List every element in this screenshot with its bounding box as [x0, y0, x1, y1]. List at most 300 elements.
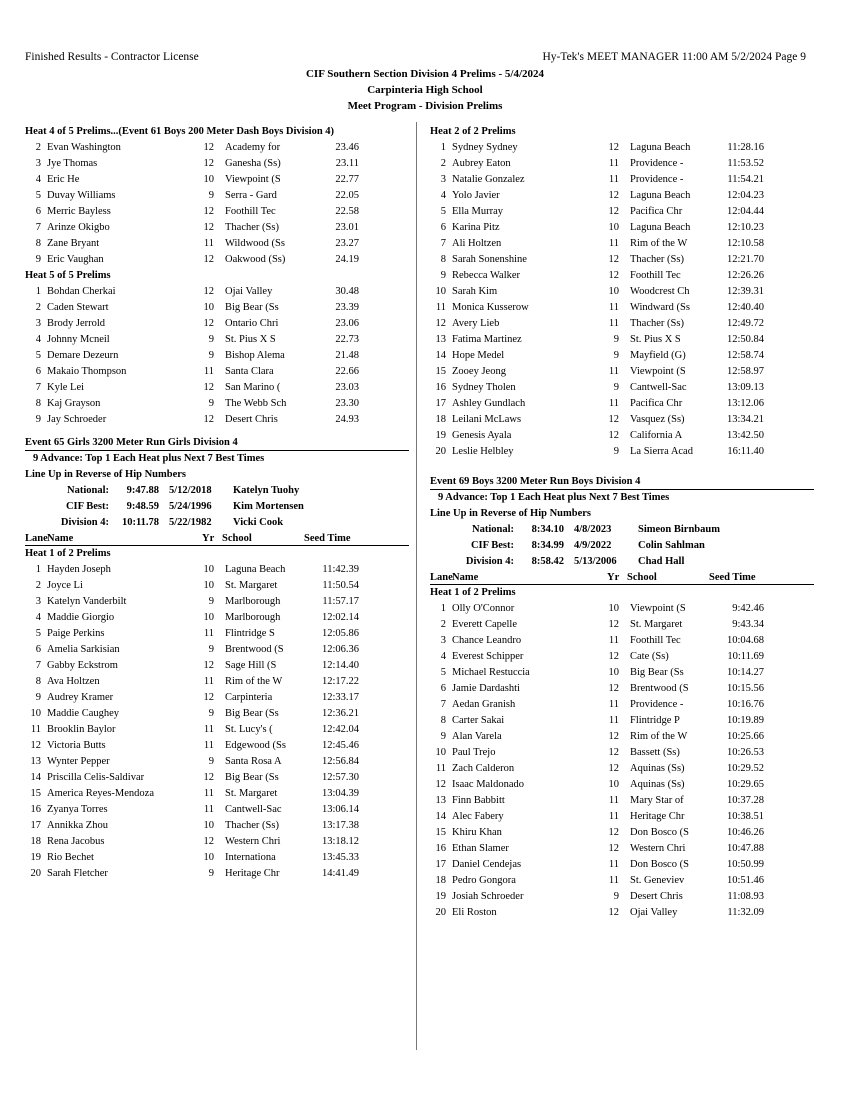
- athlete-school: Desert Chris: [630, 891, 683, 902]
- athlete-school: Bassett (Ss): [630, 747, 680, 758]
- athlete-name: Rio Bechet: [47, 852, 94, 863]
- athlete-row: [25, 850, 409, 866]
- athlete-name: Maddie Giorgio: [47, 612, 115, 623]
- athlete-name: Bohdan Cherkai: [47, 286, 116, 297]
- lane-number: 14: [435, 350, 446, 361]
- athlete-name: Alan Varela: [452, 731, 502, 742]
- header-name: Name: [452, 572, 479, 583]
- seed-time: 12:58.97: [726, 366, 764, 377]
- lane-number: 2: [440, 619, 446, 630]
- lane-number: 4: [35, 612, 41, 623]
- athlete-row: [25, 578, 409, 594]
- athlete-year: 11: [608, 875, 619, 886]
- records-table: [25, 483, 409, 531]
- athlete-name: Karina Pitz: [452, 222, 500, 233]
- seed-time: 9:43.34: [732, 619, 764, 630]
- heat-title: Heat 4 of 5 Prelims...(Event 61 Boys 200 Meter Dash Boys Division 4): [25, 126, 335, 137]
- seed-time: 10:11.69: [727, 651, 764, 662]
- athlete-name: Priscilla Celis-Saldivar: [47, 772, 145, 783]
- athlete-year: 10: [608, 667, 619, 678]
- lane-number: 7: [440, 238, 446, 249]
- lane-number: 2: [440, 158, 446, 169]
- lane-number: 8: [35, 238, 41, 249]
- athlete-year: 12: [608, 907, 619, 918]
- athlete-school: Laguna Beach: [225, 564, 286, 575]
- seed-time: 23.11: [335, 158, 359, 169]
- athlete-school: Brentwood (S: [630, 683, 689, 694]
- athlete-school: Heritage Chr: [225, 868, 280, 879]
- athlete-name: Leilani McLaws: [452, 414, 522, 425]
- athlete-row: [430, 761, 814, 777]
- athlete-school: San Marino (: [225, 382, 281, 393]
- athlete-school: The Webb Sch: [225, 398, 287, 409]
- record-label: Division 4:: [465, 556, 514, 567]
- athlete-name: Eric He: [47, 174, 80, 185]
- column-headers: [430, 570, 814, 586]
- seed-time: 10:37.28: [726, 795, 764, 806]
- athlete-year: 11: [608, 699, 619, 710]
- athlete-name: Merric Bayless: [47, 206, 111, 217]
- athlete-year: 11: [203, 238, 214, 249]
- header-seed: Seed Time: [709, 572, 756, 583]
- seed-time: 13:04.39: [321, 788, 359, 799]
- athlete-row: [25, 284, 409, 300]
- athlete-year: 11: [203, 628, 214, 639]
- meet-subtitle: Meet Program - Division Prelims: [347, 100, 503, 112]
- left-column: [25, 124, 409, 882]
- athlete-year: 12: [203, 772, 214, 783]
- athlete-name: Jay Schroeder: [47, 414, 107, 425]
- athlete-name: Caden Stewart: [47, 302, 109, 313]
- athlete-school: St. Pius X S: [225, 334, 276, 345]
- athlete-school: Thacher (Ss): [630, 254, 684, 265]
- athlete-row: [25, 706, 409, 722]
- right-column: [430, 124, 814, 921]
- page-header-left: Finished Results - Contractor License: [25, 51, 199, 63]
- athlete-name: Sarah Sonenshine: [452, 254, 527, 265]
- athlete-row: [25, 754, 409, 770]
- athlete-school: Marlborough: [225, 612, 281, 623]
- lane-number: 6: [440, 683, 446, 694]
- seed-time: 13:12.06: [726, 398, 764, 409]
- athlete-school: Serra - Gard: [225, 190, 277, 201]
- athlete-name: Eric Vaughan: [47, 254, 104, 265]
- athlete-school: Windward (Ss: [630, 302, 690, 313]
- record-time: 8:34.10: [531, 524, 564, 535]
- athlete-name: Ella Murray: [452, 206, 504, 217]
- seed-time: 10:29.65: [726, 779, 764, 790]
- athlete-school: Woodcrest Ch: [630, 286, 690, 297]
- athlete-row: [430, 809, 814, 825]
- seed-time: 11:54.21: [727, 174, 764, 185]
- lane-number: 1: [440, 142, 446, 153]
- lane-number: 7: [35, 660, 41, 671]
- athlete-year: 9: [613, 446, 619, 457]
- athlete-row: [25, 722, 409, 738]
- athlete-year: 12: [608, 142, 619, 153]
- athlete-row: [25, 316, 409, 332]
- lane-number: 20: [435, 446, 446, 457]
- athlete-name: Zach Calderon: [452, 763, 515, 774]
- athlete-row: [25, 738, 409, 754]
- seed-time: 12:49.72: [726, 318, 764, 329]
- athlete-school: Viewpoint (S: [630, 366, 686, 377]
- heat-rows: [430, 601, 814, 921]
- seed-time: 11:53.52: [727, 158, 764, 169]
- athlete-name: Leslie Helbley: [452, 446, 514, 457]
- seed-time: 14:41.49: [321, 868, 359, 879]
- athlete-year: 10: [608, 779, 619, 790]
- athlete-row: [25, 348, 409, 364]
- athlete-name: Everest Schipper: [452, 651, 524, 662]
- lane-number: 11: [435, 302, 446, 313]
- athlete-year: 12: [203, 206, 214, 217]
- athlete-year: 9: [208, 756, 214, 767]
- athlete-year: 12: [203, 414, 214, 425]
- athlete-school: Foothill Tec: [630, 270, 681, 281]
- athlete-year: 10: [203, 302, 214, 313]
- athlete-year: 12: [608, 206, 619, 217]
- lane-number: 3: [35, 596, 41, 607]
- athlete-row: [430, 204, 814, 220]
- athlete-name: Joyce Li: [47, 580, 83, 591]
- athlete-row: [25, 396, 409, 412]
- athlete-row: [430, 252, 814, 268]
- athlete-row: [430, 140, 814, 156]
- seed-time: 10:50.99: [726, 859, 764, 870]
- athlete-school: Aquinas (Ss): [630, 763, 685, 774]
- athlete-name: Monica Kusserow: [452, 302, 529, 313]
- athlete-year: 9: [208, 398, 214, 409]
- lane-number: 3: [35, 158, 41, 169]
- athlete-year: 9: [208, 190, 214, 201]
- record-row: [25, 483, 409, 499]
- lane-number: 19: [435, 891, 446, 902]
- heat-rows: [25, 562, 409, 882]
- athlete-school: Western Chri: [225, 836, 281, 847]
- athlete-school: Western Chri: [630, 843, 686, 854]
- seed-time: 12:36.21: [321, 708, 359, 719]
- athlete-year: 9: [208, 350, 214, 361]
- record-holder: Simeon Birnbaum: [638, 524, 720, 535]
- athlete-school: Viewpoint (S: [225, 174, 281, 185]
- athlete-year: 10: [203, 580, 214, 591]
- athlete-name: Carter Sakai: [452, 715, 505, 726]
- athlete-name: Pedro Gongora: [452, 875, 516, 886]
- athlete-year: 9: [208, 644, 214, 655]
- athlete-school: Brentwood (S: [225, 644, 284, 655]
- athlete-row: [25, 140, 409, 156]
- athlete-row: [430, 665, 814, 681]
- lane-number: 12: [30, 740, 41, 751]
- athlete-row: [25, 786, 409, 802]
- seed-time: 12:04.23: [726, 190, 764, 201]
- athlete-row: [430, 172, 814, 188]
- athlete-school: Cantwell-Sac: [630, 382, 687, 393]
- athlete-row: [25, 332, 409, 348]
- athlete-year: 12: [608, 731, 619, 742]
- athlete-name: Zyanya Torres: [47, 804, 108, 815]
- athlete-school: Big Bear (Ss: [225, 302, 279, 313]
- athlete-school: La Sierra Acad: [630, 446, 693, 457]
- athlete-name: Victoria Butts: [47, 740, 106, 751]
- athlete-year: 11: [203, 724, 214, 735]
- header-lane: Lane: [25, 533, 48, 544]
- lane-number: 13: [435, 334, 446, 345]
- athlete-year: 12: [203, 660, 214, 671]
- athlete-year: 11: [608, 174, 619, 185]
- athlete-name: Alec Fabery: [452, 811, 504, 822]
- lane-number: 15: [30, 788, 41, 799]
- athlete-name: Yolo Javier: [452, 190, 500, 201]
- athlete-row: [25, 220, 409, 236]
- athlete-row: [430, 444, 814, 460]
- seed-time: 12:33.17: [321, 692, 359, 703]
- athlete-row: [25, 818, 409, 834]
- lane-number: 8: [35, 398, 41, 409]
- seed-time: 11:50.54: [322, 580, 359, 591]
- seed-time: 10:25.66: [726, 731, 764, 742]
- seed-time: 30.48: [335, 286, 359, 297]
- athlete-name: Annikka Zhou: [47, 820, 108, 831]
- seed-time: 23.01: [335, 222, 359, 233]
- record-date: 5/12/2018: [169, 485, 212, 496]
- athlete-year: 12: [608, 747, 619, 758]
- lane-number: 16: [435, 382, 446, 393]
- athlete-school: Providence -: [630, 699, 684, 710]
- lane-number: 5: [35, 628, 41, 639]
- seed-time: 22.73: [335, 334, 359, 345]
- athlete-row: [430, 428, 814, 444]
- athlete-year: 11: [608, 635, 619, 646]
- page-header-right: Hy-Tek's MEET MANAGER 11:00 AM 5/2/2024 Page 9: [542, 51, 806, 63]
- lane-number: 18: [435, 414, 446, 425]
- athlete-name: Ali Holtzen: [452, 238, 502, 249]
- seed-time: 24.19: [335, 254, 359, 265]
- lane-number: 2: [35, 302, 41, 313]
- athlete-name: Wynter Pepper: [47, 756, 110, 767]
- athlete-year: 11: [608, 318, 619, 329]
- athlete-year: 12: [608, 270, 619, 281]
- seed-time: 10:47.88: [726, 843, 764, 854]
- athlete-school: Academy for: [225, 142, 281, 153]
- athlete-school: Vasquez (Ss): [630, 414, 685, 425]
- athlete-name: Ethan Slamer: [452, 843, 509, 854]
- lane-number: 12: [435, 779, 446, 790]
- athlete-row: [430, 156, 814, 172]
- athlete-row: [430, 713, 814, 729]
- lane-number: 7: [35, 222, 41, 233]
- lane-number: 17: [435, 859, 446, 870]
- athlete-year: 12: [203, 836, 214, 847]
- athlete-name: Brooklin Baylor: [47, 724, 116, 735]
- seed-time: 10:26.53: [726, 747, 764, 758]
- athlete-school: Desert Chris: [225, 414, 278, 425]
- lane-number: 1: [440, 603, 446, 614]
- athlete-school: Oakwood (Ss): [225, 254, 286, 265]
- athlete-year: 11: [608, 795, 619, 806]
- lane-number: 9: [35, 692, 41, 703]
- record-time: 9:47.88: [126, 485, 159, 496]
- seed-time: 22.58: [335, 206, 359, 217]
- athlete-year: 12: [203, 692, 214, 703]
- seed-time: 12:58.74: [726, 350, 764, 361]
- seed-time: 12:10.23: [726, 222, 764, 233]
- athlete-school: Ojai Valley: [225, 286, 273, 297]
- athlete-school: Providence -: [630, 158, 684, 169]
- heat-title: Heat 1 of 2 Prelims: [430, 587, 516, 598]
- meet-title: CIF Southern Section Division 4 Prelims - 5/4/2024: [305, 68, 545, 80]
- athlete-year: 9: [613, 334, 619, 345]
- header-school: School: [627, 572, 657, 583]
- athlete-school: Santa Rosa A: [225, 756, 282, 767]
- athlete-year: 11: [203, 740, 214, 751]
- seed-time: 12:02.14: [321, 612, 359, 623]
- athlete-school: Big Bear (Ss: [225, 772, 279, 783]
- athlete-name: Johnny Mcneil: [47, 334, 110, 345]
- heat-rows: [25, 284, 409, 428]
- lane-number: 5: [440, 206, 446, 217]
- athlete-school: Don Bosco (S: [630, 827, 689, 838]
- athlete-school: Ontario Chri: [225, 318, 279, 329]
- column-headers: [25, 531, 409, 547]
- athlete-school: Ganesha (Ss): [225, 158, 281, 169]
- seed-time: 12:14.40: [321, 660, 359, 671]
- athlete-row: [430, 268, 814, 284]
- seed-time: 23.30: [335, 398, 359, 409]
- athlete-school: Foothill Tec: [225, 206, 276, 217]
- athlete-school: Carpinteria: [225, 692, 273, 703]
- record-time: 8:34.99: [531, 540, 564, 551]
- lane-number: 8: [440, 254, 446, 265]
- athlete-year: 11: [203, 676, 214, 687]
- lane-number: 17: [435, 398, 446, 409]
- seed-time: 12:50.84: [726, 334, 764, 345]
- lane-number: 8: [440, 715, 446, 726]
- athlete-name: Sydney Sydney: [452, 142, 518, 153]
- advance-rule: 9 Advance: Top 1 Each Heat plus Next 7 Best Times: [33, 453, 265, 464]
- athlete-row: [430, 364, 814, 380]
- athlete-school: Laguna Beach: [630, 142, 691, 153]
- lane-number: 6: [35, 366, 41, 377]
- athlete-school: St. Geneviev: [630, 875, 685, 886]
- athlete-row: [430, 348, 814, 364]
- lane-number: 8: [35, 676, 41, 687]
- seed-time: 13:17.38: [321, 820, 359, 831]
- athlete-year: 12: [203, 382, 214, 393]
- athlete-year: 9: [208, 334, 214, 345]
- athlete-school: Wildwood (Ss: [225, 238, 285, 249]
- advance-rule: 9 Advance: Top 1 Each Heat plus Next 7 Best Times: [438, 492, 670, 503]
- lane-number: 13: [30, 756, 41, 767]
- lane-number: 9: [440, 731, 446, 742]
- athlete-name: Sarah Kim: [452, 286, 498, 297]
- athlete-year: 12: [608, 619, 619, 630]
- athlete-name: Khiru Khan: [452, 827, 502, 838]
- seed-time: 10:29.52: [726, 763, 764, 774]
- athlete-row: [25, 770, 409, 786]
- athlete-name: Paul Trejo: [452, 747, 496, 758]
- heat-title: Heat 1 of 2 Prelims: [25, 548, 111, 559]
- athlete-row: [430, 649, 814, 665]
- athlete-row: [25, 562, 409, 578]
- record-label: CIF Best:: [65, 501, 109, 512]
- athlete-name: Eli Roston: [452, 907, 497, 918]
- athlete-year: 10: [203, 174, 214, 185]
- seed-time: 10:14.27: [726, 667, 764, 678]
- record-holder: Colin Sahlman: [638, 540, 705, 551]
- athlete-name: Genesis Ayala: [452, 430, 512, 441]
- athlete-year: 12: [608, 827, 619, 838]
- seed-time: 13:18.12: [321, 836, 359, 847]
- athlete-year: 11: [608, 715, 619, 726]
- lane-number: 3: [35, 318, 41, 329]
- athlete-row: [430, 396, 814, 412]
- record-row: [25, 499, 409, 515]
- athlete-row: [430, 841, 814, 857]
- athlete-name: Sydney Tholen: [452, 382, 516, 393]
- athlete-year: 11: [608, 859, 619, 870]
- record-label: Division 4:: [60, 517, 109, 528]
- lane-number: 6: [35, 206, 41, 217]
- athlete-name: Kyle Lei: [47, 382, 85, 393]
- athlete-school: Providence -: [630, 174, 684, 185]
- lane-number: 11: [30, 724, 41, 735]
- athlete-name: Sarah Fletcher: [47, 868, 108, 879]
- lane-number: 11: [435, 763, 446, 774]
- seed-time: 12:21.70: [726, 254, 764, 265]
- athlete-year: 12: [608, 651, 619, 662]
- athlete-row: [25, 658, 409, 674]
- athlete-school: St. Margaret: [630, 619, 683, 630]
- seed-time: 12:05.86: [321, 628, 359, 639]
- lane-number: 14: [30, 772, 41, 783]
- athlete-year: 11: [203, 804, 214, 815]
- record-label: CIF Best:: [470, 540, 514, 551]
- seed-time: 13:45.33: [321, 852, 359, 863]
- athlete-row: [25, 236, 409, 252]
- lane-number: 18: [30, 836, 41, 847]
- lane-number: 13: [435, 795, 446, 806]
- seed-time: 12:04.44: [726, 206, 764, 217]
- athlete-row: [25, 364, 409, 380]
- record-holder: Kim Mortensen: [233, 501, 304, 512]
- athlete-name: Aedan Granish: [452, 699, 516, 710]
- seed-time: 23.46: [335, 142, 359, 153]
- record-time: 10:11.78: [121, 517, 159, 528]
- athlete-row: [25, 690, 409, 706]
- seed-time: 11:57.17: [322, 596, 359, 607]
- athlete-school: Sage Hill (S: [225, 660, 277, 671]
- athlete-row: [430, 873, 814, 889]
- lane-number: 7: [35, 382, 41, 393]
- athlete-row: [430, 236, 814, 252]
- athlete-school: Foothill Tec: [630, 635, 681, 646]
- athlete-name: Ashley Gundlach: [452, 398, 526, 409]
- athlete-year: 11: [608, 811, 619, 822]
- seed-time: 12:10.58: [726, 238, 764, 249]
- athlete-name: America Reyes-Mendoza: [47, 788, 154, 799]
- seed-time: 12:57.30: [321, 772, 359, 783]
- meet-venue: Carpinteria High School: [367, 84, 483, 96]
- record-label: National:: [472, 524, 514, 535]
- athlete-school: Cate (Ss): [630, 651, 669, 662]
- athlete-name: Finn Babbitt: [452, 795, 505, 806]
- athlete-year: 10: [203, 852, 214, 863]
- athlete-name: Avery Lieb: [452, 318, 500, 329]
- athlete-year: 12: [608, 843, 619, 854]
- lane-number: 4: [440, 190, 446, 201]
